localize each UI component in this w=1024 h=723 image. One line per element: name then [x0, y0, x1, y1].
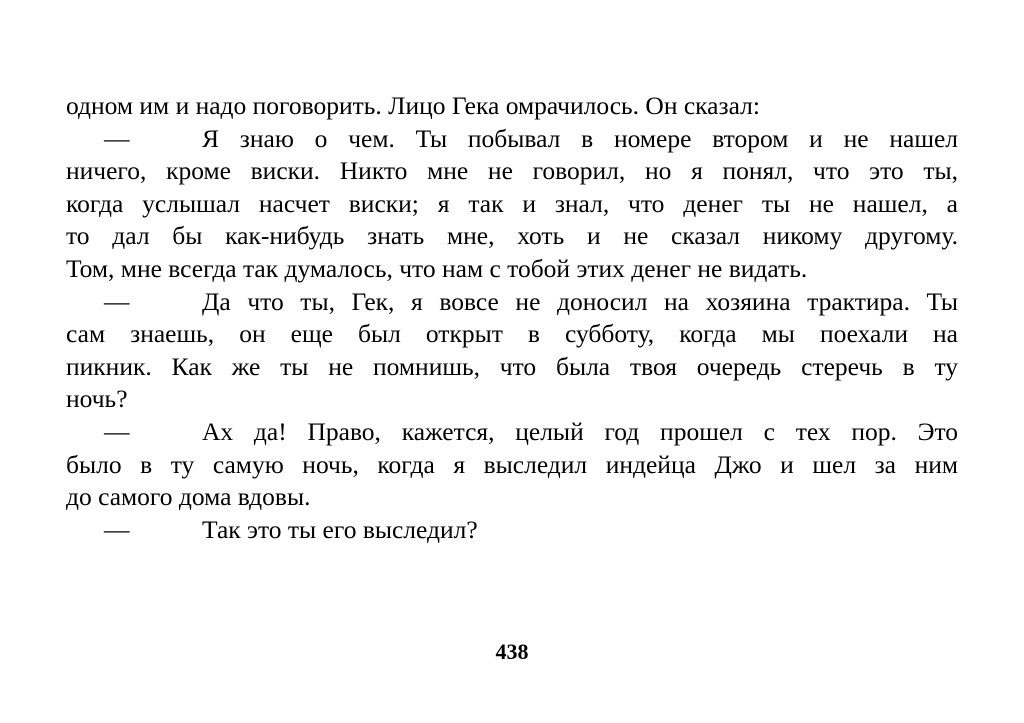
dialogue-line [66, 286, 958, 319]
text-line: Том, мне всегда так думалось, что нам с тобой этих денег не видать. [66, 253, 808, 283]
dialogue-dash: — [104, 514, 130, 544]
text-line: Ах да! Право, кажется, целый год прошел с тех пор. Это [202, 416, 958, 446]
page-number: 438 [495, 639, 529, 664]
dialogue-dash: — [104, 286, 130, 316]
dialogue-line [66, 416, 958, 449]
text-line: до самого дома вдовы. [66, 482, 311, 512]
text-line: то дал бы как-нибудь знать мне, хоть и не сказал никому другому. [66, 221, 958, 251]
dialogue-line [66, 123, 958, 156]
dialogue-dash: — [104, 416, 130, 446]
dialogue-dash: — [104, 123, 130, 153]
text-line: Я знаю о чем. Ты побывал в номере втором и не нашел [202, 123, 958, 153]
text-line: ночь? [66, 384, 128, 414]
text-line: одном им и надо поговорить. Лицо Гека омрачилось. Он сказал: [66, 91, 760, 120]
text-line: было в ту самую ночь, когда я выследил индейца Джо и шел за ним [66, 449, 958, 479]
body-text [66, 90, 958, 546]
book-page [66, 0, 958, 723]
text-line: ничего, кроме виски. Никто мне не говорил, но я понял, что это ты, [66, 156, 958, 186]
dialogue-line [66, 514, 958, 547]
text-line: Да что ты, Гек, я вовсе не доносил на хозяина трактира. Ты [202, 286, 958, 316]
text-line: сам знаешь, он еще был открыт в субботу, когда мы поехали на [66, 319, 958, 349]
text-line: пикник. Как же ты не помнишь, что была твоя очередь стеречь в ту [66, 351, 958, 381]
text-line: когда услышал насчет виски; я так и знал, что денег ты не нашел, а [66, 188, 958, 218]
text-line: Так это ты его выследил? [202, 514, 478, 544]
